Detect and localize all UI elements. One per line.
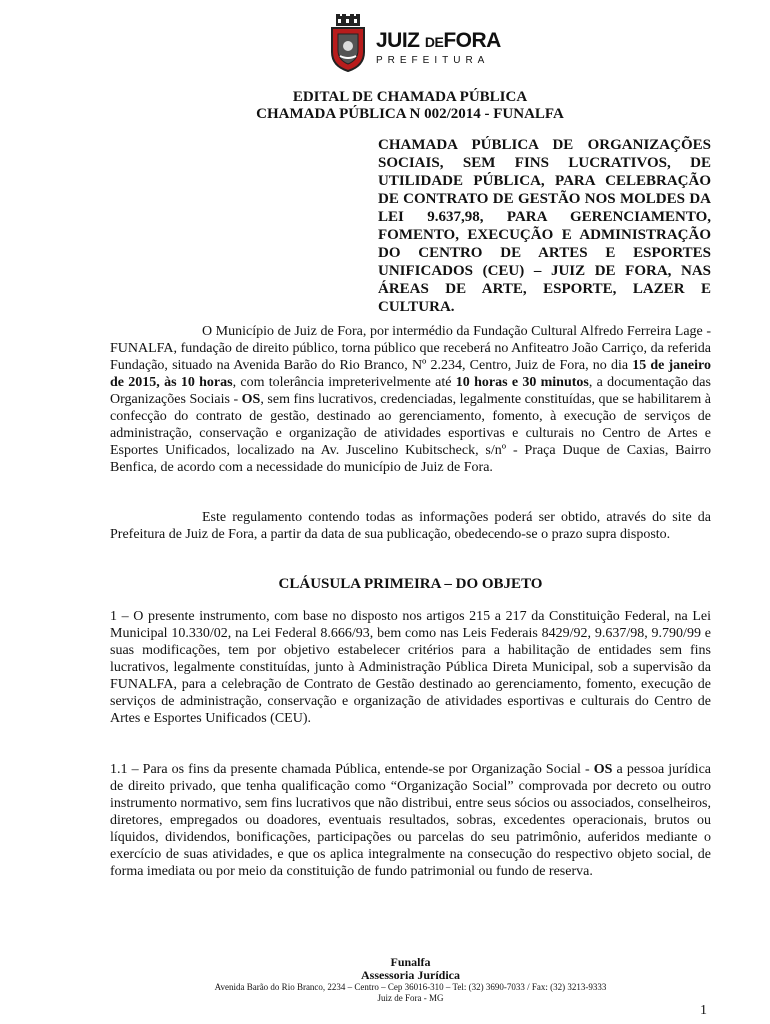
document-subtitle: CHAMADA PÚBLICA N 002/2014 - FUNALFA: [256, 106, 564, 122]
date-bold: 15 de janeiro de 2015, às 10 horas: [110, 358, 711, 390]
footer-address: Avenida Barão do Rio Branco, 2234 – Centro – Cep 36016-310 – Tel: (32) 3690-7033 / Fax: (32) 3213-9333: [214, 982, 607, 992]
footer-department: Assessoria Jurídica: [361, 968, 460, 982]
regulation-paragraph: Este regulamento contendo todas as informações poderá ser obtido, através do site da Prefeitura de Juiz de Fora, a partir da data de sua publicação, obedecendo-se o prazo supra disposto.: [110, 510, 711, 542]
clause-title: CLÁUSULA PRIMEIRA – DO OBJETO: [278, 576, 543, 592]
intro-paragraph: O Município de Juiz de Fora, por intermédio da Fundação Cultural Alfredo Ferreira Lage - FUNALFA, fundação de direito público, torna público que receberá no Anfiteatro João Carriço, da referida Fundação, situado na Avenida Barão do Rio Branco, Nº 2.234, Centro, Juiz de Fora, no dia 15 de janeiro de 2015, às 10 horas, com tolerância impreterivelmente até 10 horas e 30 minutos, a documentação das Organizações Sociais - OS, sem fins lucrativos, credenciadas, legalmente constituídas, que se habilitarem à confecção do contrato de gestão, destinado ao gerenciamento, fomento, à execução de serviços de administração, conservação e organização de atividades esportivas e culturais no Centro de Artes e Esportes Unificados, localizado na Av. Juscelino Kubitscheck, s/nº - Praça Duque de Caxias, Bairro Benfica, de acordo com a necessidade do município de Juiz de Fora.: [110, 324, 711, 475]
logo-text: [376, 30, 501, 66]
prefeitura-logo: [328, 14, 501, 74]
logo-name: JUIZ DEFORA: [376, 29, 501, 52]
page-number: 1: [700, 1003, 707, 1018]
os-bold: OS: [593, 762, 613, 777]
clause-paragraph-1-1: 1.1 – Para os fins da presente chamada Pública, entende-se por Organização Social - OS a pessoa jurídica de direito privado, que tenha qualificação como “Organização Social” comprovada por decreto ou outro instrumento normativo, sem fins lucrativos que não distribui, entre seus sócios ou associados, conselheiros, diretores, empregados ou doadores, eventuais resultados, sobras, excedentes operacionais, brutos ou líquidos, dividendos, bonificações, participações ou parcelas do seu patrimônio, auferidos mediante o exercício de suas atividades, e que os aplica integralmente na consecução do respectivo objeto social, de forma imediata ou por meio da constituição de fundo patrimonial ou fundo de reserva.: [110, 762, 712, 879]
os-bold: OS: [241, 392, 261, 407]
logo-subtitle: PREFEITURA: [376, 55, 490, 66]
coat-of-arms-icon: [328, 14, 368, 72]
summary-block: CHAMADA PÚBLICA DE ORGANIZAÇÕES SOCIAIS, SEM FINS LUCRATIVOS, DE UTILIDADE PÚBLICA, PARA CELEBRAÇÃO DE CONTRATO DE GESTÃO NOS MOLDES DA LEI 9.637,98, PARA GERENCIAMENTO, FOMENTO, EXECUÇÃO E ADMINISTRAÇÃO DO CENTRO DE ARTES E ESPORTES UNIFICADOS (CEU) – JUIZ DE FORA, NAS ÁREAS DE ARTE, ESPORTE, LAZER E CULTURA.: [378, 137, 711, 315]
footer-org: Funalfa: [390, 955, 431, 969]
footer-city: Juiz de Fora - MG: [377, 993, 444, 1003]
clause-paragraph-1: 1 – O presente instrumento, com base no disposto nos artigos 215 a 217 da Constituição Federal, na Lei Municipal 10.330/02, na Lei Federal 8.666/93, bem como nas Leis Federais 8429/92, 9.637/98, 9.790/99 e suas modificações, tem por objetivo estabelecer critérios para a habilitação de entidades sem fins lucrativos, legalmente constituídas, junto à Administração Pública Direta Municipal, sob a supervisão da FUNALFA, para a celebração de Contrato de Gestão destinado ao gerenciamento, fomento, execução de serviços de administração, conservação e organização de atividades esportivas e culturais do Centro de Artes e Esportes Unificados (CEU).: [110, 609, 711, 726]
document-title: EDITAL DE CHAMADA PÚBLICA: [292, 89, 528, 105]
time-bold: 10 horas e 30 minutos: [455, 375, 589, 390]
